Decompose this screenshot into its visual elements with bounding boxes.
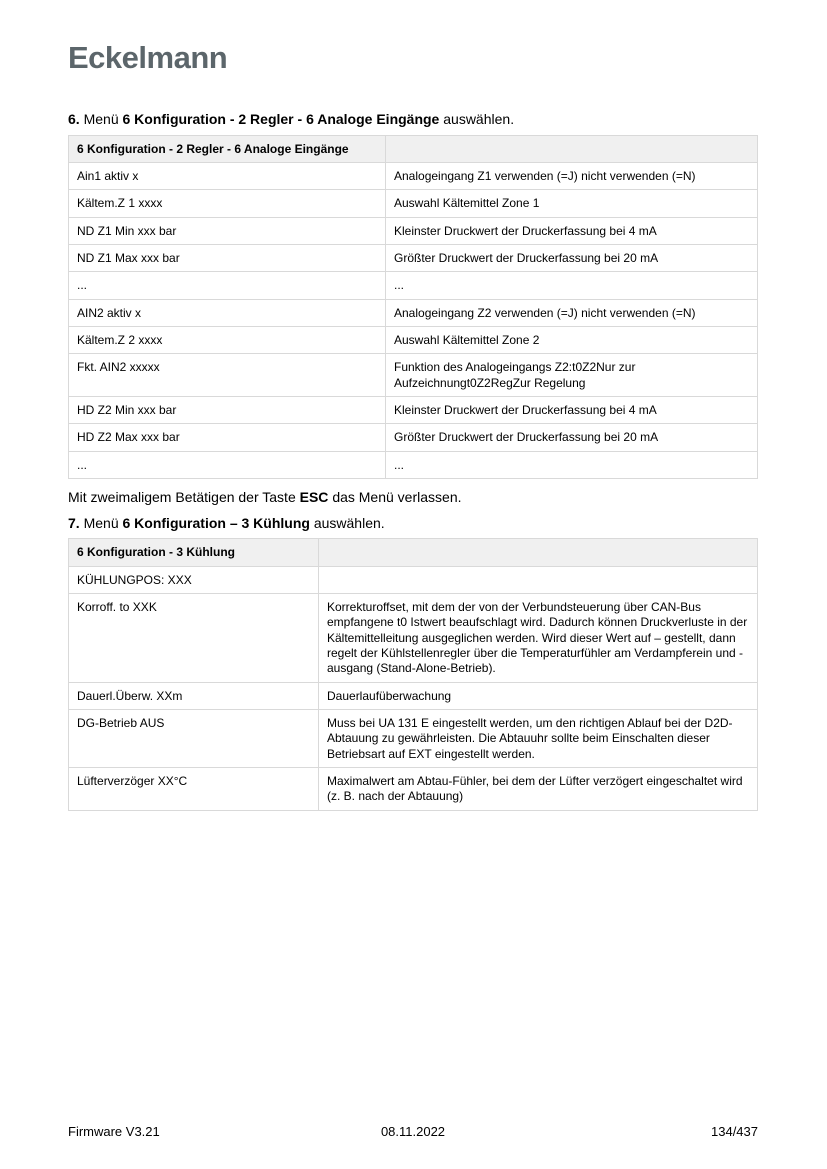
table-row xyxy=(69,244,758,271)
footer-firmware-version: Firmware V3.21 xyxy=(68,1124,160,1139)
description-cell: Muss bei UA 131 E eingestellt werden, um den richtigen Ablauf bei der D2D-Abtauung zu gewährleisten. Die Abtauuhr sollte beim Einschalten dieser Betriebsart auf EXT eingestellt werden. xyxy=(319,710,758,768)
table-analog-inputs xyxy=(68,135,758,480)
description-cell: ... xyxy=(386,272,758,299)
page-content xyxy=(68,0,758,811)
step6-heading xyxy=(68,111,758,129)
parameter-cell: HD Z2 Min xxx bar xyxy=(69,397,386,424)
description-cell: Maximalwert am Abtau-Fühler, bei dem der Lüfter verzögert eingeschaltet wird (z. B. nach der Abtauung) xyxy=(319,768,758,811)
table1-header-title: 6 Konfiguration - 2 Regler - 6 Analoge Eingänge xyxy=(69,135,386,162)
description-cell: Dauerlaufüberwachung xyxy=(319,682,758,709)
description-cell: Analogeingang Z1 verwenden (=J) nicht verwenden (=N) xyxy=(386,162,758,189)
esc-note xyxy=(68,489,758,507)
step7-menu-path: 6 Konfiguration – 3 Kühlung xyxy=(122,514,310,531)
page-footer xyxy=(68,1124,758,1139)
description-cell: Korrekturoffset, mit dem der von der Verbundsteuerung über CAN-Bus empfangene t0 Istwert beaufschlagt wird. Dadurch können Druckverluste in der Kältemittelleitung ausgeglichen werden. Wird dieser Wert auf – gestellt, dann regelt der Kühlstellenregler über die Temperaturfühler am Verdampferein und -ausgang (Stand-Alone-Betrieb). xyxy=(319,593,758,682)
esc-note-post: das Menü verlassen. xyxy=(332,489,462,506)
esc-note-pre: Mit zweimaligem Betätigen der Taste xyxy=(68,489,296,506)
parameter-cell: HD Z2 Max xxx bar xyxy=(69,424,386,451)
parameter-cell: KÜHLUNGPOS: XXX xyxy=(69,566,319,593)
table2-header-empty xyxy=(319,539,758,566)
table-row xyxy=(69,217,758,244)
esc-key-label: ESC xyxy=(299,489,329,506)
table-row xyxy=(69,162,758,189)
table-row xyxy=(69,327,758,354)
description-cell: Funktion des Analogeingangs Z2:t0Z2Nur zur Aufzeichnungt0Z2RegZur Regelung xyxy=(386,354,758,397)
table-header-row xyxy=(69,539,758,566)
table-row xyxy=(69,299,758,326)
parameter-cell: AIN2 aktiv x xyxy=(69,299,386,326)
description-cell: Größter Druckwert der Druckerfassung bei 20 mA xyxy=(386,424,758,451)
step6-pre: Menü xyxy=(83,111,119,127)
description-cell: Kleinster Druckwert der Druckerfassung bei 4 mA xyxy=(386,217,758,244)
table-row xyxy=(69,451,758,478)
table-row xyxy=(69,682,758,709)
table-row xyxy=(69,710,758,768)
parameter-cell: Lüfterverzöger XX°C xyxy=(69,768,319,811)
parameter-cell: Kältem.Z 1 xxxx xyxy=(69,190,386,217)
parameter-cell: Kältem.Z 2 xxxx xyxy=(69,327,386,354)
description-cell: Auswahl Kältemittel Zone 2 xyxy=(386,327,758,354)
step6-post: auswählen. xyxy=(443,111,515,127)
table-row xyxy=(69,768,758,811)
table-row xyxy=(69,397,758,424)
table-row xyxy=(69,354,758,397)
footer-page-number: 134/437 xyxy=(711,1124,758,1139)
parameter-cell: Ain1 aktiv x xyxy=(69,162,386,189)
step7-number: 7. xyxy=(68,514,80,531)
description-cell xyxy=(319,566,758,593)
table2-header-title: 6 Konfiguration - 3 Kühlung xyxy=(69,539,319,566)
description-cell: Analogeingang Z2 verwenden (=J) nicht verwenden (=N) xyxy=(386,299,758,326)
table-row xyxy=(69,593,758,682)
table-kuehlung xyxy=(68,538,758,811)
parameter-cell: Fkt. AIN2 xxxxx xyxy=(69,354,386,397)
parameter-cell: ND Z1 Min xxx bar xyxy=(69,217,386,244)
parameter-cell: Dauerl.Überw. XXm xyxy=(69,682,319,709)
parameter-cell: Korroff. to XXK xyxy=(69,593,319,682)
footer-date: 08.11.2022 xyxy=(380,1124,446,1139)
table-row xyxy=(69,424,758,451)
parameter-cell: ... xyxy=(69,451,386,478)
parameter-cell: DG-Betrieb AUS xyxy=(69,710,319,768)
description-cell: ... xyxy=(386,451,758,478)
step6-menu-path: 6 Konfiguration - 2 Regler - 6 Analoge Eingänge xyxy=(122,111,440,127)
table-row xyxy=(69,190,758,217)
description-cell: Größter Druckwert der Druckerfassung bei 20 mA xyxy=(386,244,758,271)
step7-pre: Menü xyxy=(83,514,119,531)
description-cell: Kleinster Druckwert der Druckerfassung bei 4 mA xyxy=(386,397,758,424)
step6-number: 6. xyxy=(68,111,80,127)
table-row xyxy=(69,566,758,593)
parameter-cell: ND Z1 Max xxx bar xyxy=(69,244,386,271)
parameter-cell: ... xyxy=(69,272,386,299)
table-row xyxy=(69,272,758,299)
step7-heading xyxy=(68,515,758,533)
step7-post: auswählen. xyxy=(313,514,385,531)
table1-header-empty xyxy=(386,135,758,162)
table-header-row xyxy=(69,135,758,162)
eckelmann-logo: Eckelmann xyxy=(68,40,228,75)
description-cell: Auswahl Kältemittel Zone 1 xyxy=(386,190,758,217)
